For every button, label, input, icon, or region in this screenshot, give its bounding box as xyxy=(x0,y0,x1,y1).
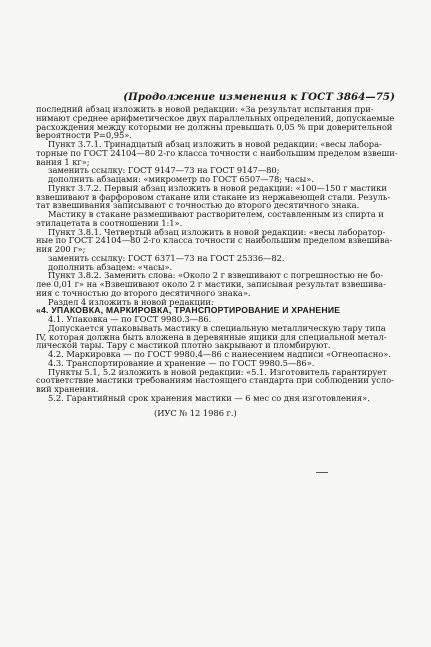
text-line: нимают среднее арифметическое двух параллельных определений, допускаемые xyxy=(36,112,395,123)
text-line: лической тары. Тару с мастикой плотно закрывают и пломбируют. xyxy=(36,340,331,351)
text-line: 5.2. Гарантийный срок хранения мастики — 6 мес со дня изготовления». xyxy=(48,392,370,403)
text-line: заменить ссылку: ГОСТ 9147—73 на ГОСТ 9147—80; xyxy=(48,165,280,176)
text-line: IV, которая должна быть вложена в деревянные ящики для специальной метал- xyxy=(36,331,387,342)
text-line: вания 1 кг»; xyxy=(36,156,90,167)
text-line: 4.3. Транспортирование и хранение — по ГОСТ 9980.5—86». xyxy=(48,357,315,368)
text-line: последний абзац изложить в новой редакции: «За результат испытания при- xyxy=(36,104,374,114)
text-line: дополнить абзацами: «микрометр по ГОСТ 6507—78; часы». xyxy=(48,174,314,184)
text-line: вий хранения. xyxy=(36,384,99,394)
section-heading: «4. УПАКОВКА, МАРКИРОВКА, ТРАНСПОРТИРОВАНИЕ И ХРАНЕНИЕ xyxy=(36,305,341,316)
text-line: вероятности P=0,95». xyxy=(36,130,132,141)
text-line: тат взвешивания записывают с точностью до второго десятичного знака. xyxy=(36,200,360,211)
document-body xyxy=(36,105,406,417)
text-line: лее 0,01 г» на «Взвешивают около 2 г мастики, записывая результат взвешива- xyxy=(36,279,386,289)
text-line: Пункты 5.1, 5.2 изложить в новой редакции: «5.1. Изготовитель гарантирует xyxy=(48,366,387,377)
bulletin-reference: (ИУС № 12 1986 г.) xyxy=(154,407,237,418)
text-line: дополнить абзацем: «часы». xyxy=(48,261,173,272)
text-line: ные по ГОСТ 24104—80 2-го класса точности с наибольшим пределом взвешива- xyxy=(36,235,393,246)
text-line: Пункт 3.8.2. Заменить слова: «Около 2 г взвешивают с погрешностью не бо- xyxy=(48,270,384,281)
text-line: 4.2. Маркировка — по ГОСТ 9980.4—86 с нанесением надписи «Огнеопасно». xyxy=(48,349,391,359)
text-line: расхождения между которыми не должны превышать 0,05 % при доверительной xyxy=(36,121,393,132)
text-line: этилацетата в соотношении 1:1». xyxy=(36,217,183,228)
text-line: Пункт 3.7.2. Первый абзац изложить в новой редакции: «100—150 г мастики xyxy=(48,182,387,193)
page-dash-mark xyxy=(316,472,328,473)
text-line: Пункт 3.7.1. Тринадцатый абзац изложить в новой редакции: «весы лабора- xyxy=(48,139,382,149)
text-line: ния с точностью до второго десятичного знака». xyxy=(36,287,251,298)
text-line: Раздел 4 изложить в новой редакции: xyxy=(48,296,214,307)
text-line: соответствие мастики требованиям настоящего стандарта при соблюдении усло- xyxy=(36,375,394,386)
text-line: заменить ссылку: ГОСТ 6371—73 на ГОСТ 25336—82. xyxy=(48,252,285,263)
text-line: взвешивают в фарфоровом стакане или стакане из нержавеющей стали. Резуль- xyxy=(36,191,391,202)
text-line: 4.1. Упаковка — по ГОСТ 9980.3—86. xyxy=(48,314,212,324)
text-line: торные по ГОСТ 24104—80 2-го класса точности с наибольшим пределом взвеши- xyxy=(36,147,398,158)
text-line: Мастику в стакане размешивают растворителем, составленным из спирта и xyxy=(48,209,384,219)
text-line: Пункт 3.8.1. Четвертый абзац изложить в новой редакции: «весы лаборатор- xyxy=(48,226,386,237)
running-header: (Продолжение изменения к ГОСТ 3864—75) xyxy=(123,91,395,103)
text-line: Допускается упаковывать мастику в специальную металлическую тару типа xyxy=(48,322,386,333)
text-line: ния 200 г»; xyxy=(36,244,86,254)
